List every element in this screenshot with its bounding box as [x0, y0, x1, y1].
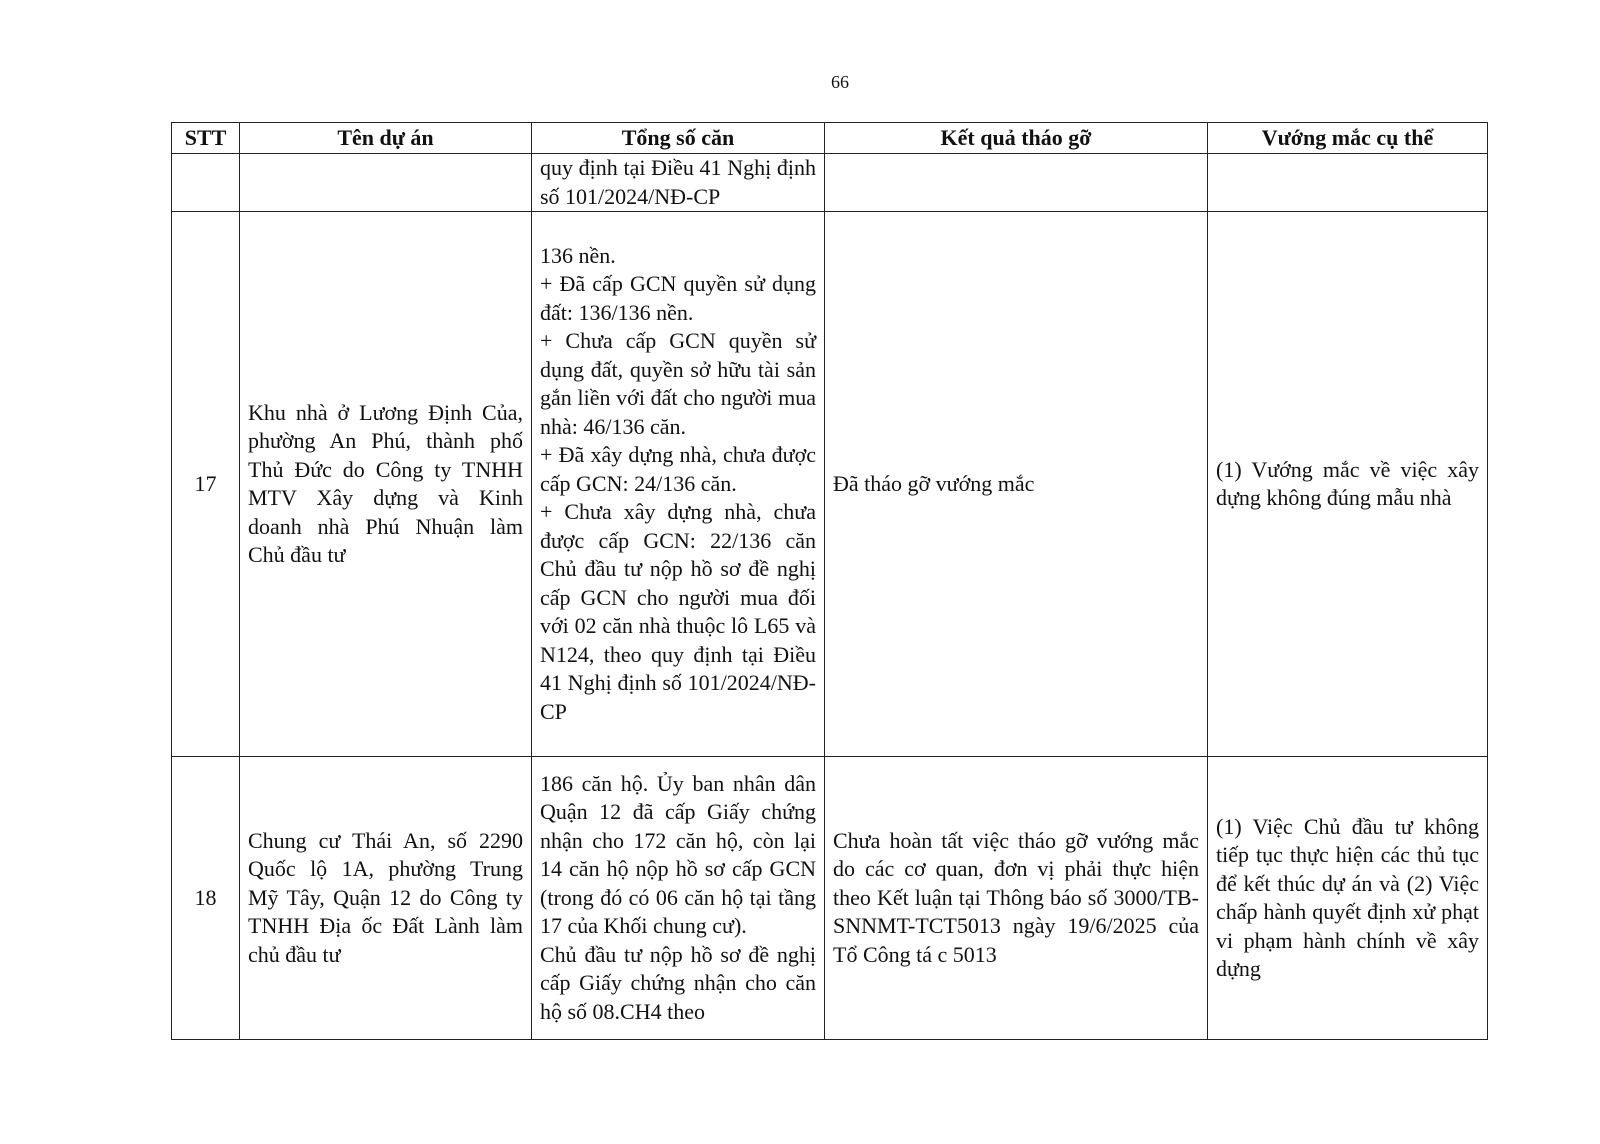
cell-project-name — [240, 154, 532, 212]
units-line: + Chưa cấp GCN quyền sử dụng đất, quyền sở hữu tài sản gắn liền với đất cho người mua nhà: 46/136 căn. — [540, 328, 816, 439]
units-line: 186 căn hộ. Ủy ban nhân dân Quận 12 đã cấp Giấy chứng nhận cho 172 căn hộ, còn lại 14 căn hộ nộp hồ sơ cấp GCN (trong đó có 06 căn hộ tại tầng 17 của Khối chung cư). — [540, 770, 816, 939]
cell-stt: 17 — [172, 212, 240, 757]
units-line: 136 nền. — [540, 242, 616, 268]
units-line: + Chưa xây dựng nhà, chưa được cấp GCN: 22/136 căn Chủ đầu tư nộp hồ sơ đề nghị cấp GCN cho người mua đối với 02 căn nhà thuộc lô L65 và N124, theo quy định tại Điều 41 Nghị định số 101/2024/NĐ-CP — [540, 499, 816, 724]
cell-resolution-result — [825, 154, 1208, 212]
cell-total-units — [532, 757, 825, 1040]
header-specific-issues: Vướng mắc cụ thể — [1208, 123, 1488, 154]
page-number: 66 — [831, 72, 849, 92]
table-header-row — [172, 123, 1488, 154]
table-row — [172, 154, 1488, 212]
units-line: + Đã cấp GCN quyền sử dụng đất: 136/136 nền. — [540, 271, 816, 325]
cell-resolution-result: Đã tháo gỡ vướng mắc — [825, 212, 1208, 757]
projects-table — [171, 122, 1488, 1040]
cell-project-name: Khu nhà ở Lương Định Của, phường An Phú, thành phố Thủ Đức do Công ty TNHH MTV Xây dựng và Kinh doanh nhà Phú Nhuận làm Chủ đầu tư — [240, 212, 532, 757]
header-stt: STT — [172, 123, 240, 154]
header-resolution-result: Kết quả tháo gỡ — [825, 123, 1208, 154]
cell-stt — [172, 154, 240, 212]
cell-total-units — [532, 212, 825, 757]
units-line: Chủ đầu tư nộp hồ sơ đề nghị cấp Giấy chứng nhận cho căn hộ số 08.CH4 theo — [540, 941, 816, 1024]
table-row — [172, 757, 1488, 1040]
cell-project-name: Chung cư Thái An, số 2290 Quốc lộ 1A, phường Trung Mỹ Tây, Quận 12 do Công ty TNHH Địa ốc Đất Lành làm chủ đầu tư — [240, 757, 532, 1040]
units-line: quy định tại Điều 41 Nghị định số 101/2024/NĐ-CP — [540, 155, 816, 209]
units-line: + Đã xây dựng nhà, chưa được cấp GCN: 24/136 căn. — [540, 442, 816, 496]
cell-specific-issues: (1) Việc Chủ đầu tư không tiếp tục thực hiện các thủ tục để kết thúc dự án và (2) Việc chấp hành quyết định xử phạt vi phạm hành chính về xây dựng — [1208, 757, 1488, 1040]
cell-specific-issues: (1) Vướng mắc về việc xây dựng không đúng mẫu nhà — [1208, 212, 1488, 757]
cell-stt: 18 — [172, 757, 240, 1040]
table-row — [172, 212, 1488, 757]
header-total-units: Tổng số căn — [532, 123, 825, 154]
cell-specific-issues — [1208, 154, 1488, 212]
cell-total-units — [532, 154, 825, 212]
cell-resolution-result: Chưa hoàn tất việc tháo gỡ vướng mắc do các cơ quan, đơn vị phải thực hiện theo Kết luận tại Thông báo số 3000/TB-SNNMT-TCT5013 ngày 19/6/2025 của Tổ Công tá c 5013 — [825, 757, 1208, 1040]
header-project-name: Tên dự án — [240, 123, 532, 154]
